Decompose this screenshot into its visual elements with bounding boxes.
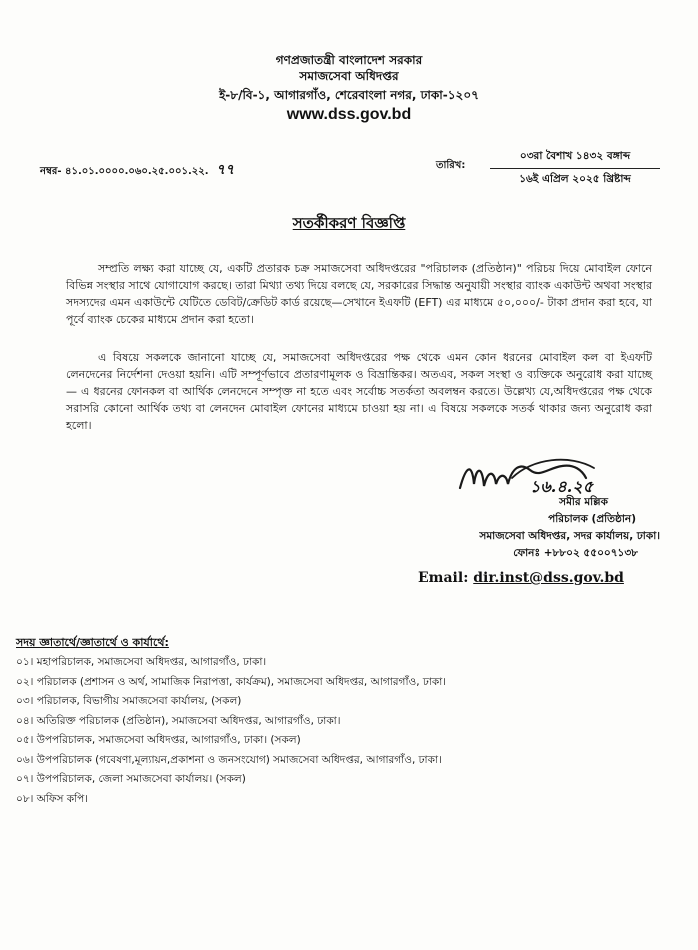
header-address: ই-৮/বি-১, আগারগাঁও, শেরেবাংলা নগর, ঢাকা-১২০৭ [219, 88, 479, 102]
date-label: তারিখ: [436, 160, 466, 171]
paragraph-1: সম্প্রতি লক্ষ্য করা যাচ্ছে যে, একটি প্রতারক চক্র সমাজসেবা অধিদপ্তরের "পরিচালক (প্রতিষ্ঠান)" পরিচয় দিয়ে মোবাইল ফোনে বিভিন্ন সংস্থার সাথে যোগাযোগ করছে। তারা মিথ্যা তথ্য দিয়ে বলছে যে, সরকারের সিদ্ধান্ত অনুযায়ী সংস্থার ব্যাংক একাউন্ট অথবা সংস্থার সদস্যদের এমন একাউন্টে যেটিতে ডেবিট/ক্রেডিট কার্ড রয়েছে—সেখানে ইএফটি (EFT) এর মাধ্যমে ৫০,০০০/- টাকা প্রদান করা হবে, যা পূর্বে ব্যাংক চেকের মাধ্যমে প্রদান করা হতো। [66, 262, 652, 326]
notice-title: সতর্কীকরণ বিজ্ঞপ্তি [292, 214, 406, 232]
list-item: ০৬। উপপরিচালক (গবেষণা,মূল্যায়ন,প্রকাশনা ও জনসংযোগ) সমাজসেবা অধিদপ্তর, আগারগাঁও, ঢাকা। [16, 753, 442, 766]
reference-handwritten-suffix: ৭৭ [216, 162, 235, 178]
list-item: ০৮। অফিস কপি। [16, 792, 89, 805]
date-english: ১৬ই এপ্রিল ২০২৫ খ্রিষ্টাব্দ [519, 173, 631, 185]
date-box [490, 146, 660, 191]
signatory-phone: ফোনঃ +৮৮০২ ৫৫০০৭১৩৮ [513, 547, 638, 559]
signatory-office: সমাজসেবা অধিদপ্তর, সদর কার্যালয়, ঢাকা। [479, 530, 660, 542]
signatory-name: সমীর মল্লিক [559, 496, 608, 508]
list-item: ০১। মহাপরিচালক, সমাজসেবা অধিদপ্তর, আগারগাঁও, ঢাকা। [16, 656, 267, 668]
header-department: সমাজসেবা অধিদপ্তর [299, 69, 399, 83]
header-government: গণপ্রজাতন্ত্রী বাংলাদেশ সরকার [275, 53, 423, 67]
signatory-email [418, 570, 624, 586]
distribution-title: সদয় জ্ঞাতার্থে/জ্ঞাতার্থে ও কার্যার্থে: [16, 636, 169, 649]
reference-number [40, 158, 234, 182]
reference-number-text: নম্বর- ৪১.০১.০০০০.০৬০.২৫.০০১.২২. [40, 166, 209, 177]
signature-block [410, 494, 660, 562]
date-bangla: ০৩রা বৈশাখ ১৪৩২ বঙ্গাব্দ [490, 146, 660, 169]
list-item: ০৩। পরিচালক, বিভাগীয় সমাজসেবা কার্যালয়, (সকল) [16, 695, 242, 707]
list-item: ০৫। উপপরিচালক, সমাজসেবা অধিদপ্তর, আগারগাঁও, ঢাকা। (সকল) [16, 734, 301, 746]
header-website: www.dss.gov.bd [286, 106, 412, 123]
distribution-list [16, 653, 676, 809]
list-item: ০৭। উপপরিচালক, জেলা সমাজসেবা কার্যালয়। (সকল) [16, 773, 246, 785]
email-address[interactable]: dir.inst@dss.gov.bd [473, 570, 624, 586]
email-label: Email: [418, 570, 469, 586]
signature-handwritten-date: ১৬.৪.২৫ [530, 477, 594, 496]
paragraph-2: এ বিষয়ে সকলকে জানানো যাচ্ছে যে, সমাজসেবা অধিদপ্তরের পক্ষ থেকে এমন কোন ধরনের মোবাইল কল বা ইএফটি লেনদেনের নির্দেশনা দেওয়া হয়নি। এটি সম্পূর্ণভাবে প্রতারণামূলক ও বিভ্রান্তিকর। অতএব, সকল সংস্থা ও ব্যক্তিকে অনুরোধ করা যাচ্ছে— এ ধরনের ফোনকল বা আর্থিক লেনদেনে সম্পৃক্ত না হতে এবং সর্বোচ্চ সতর্কতা অবলম্বন করতে। উল্লেখ্য যে,অধিদপ্তরের পক্ষ থেকে সরাসরি কোনো আর্থিক তথ্য বা লেনদেন মোবাইল ফোনের মাধ্যমে চাওয়া হয় না। এ বিষয়ে সকলকে সতর্ক থাকার জন্য অনুরোধ করা হলো। [66, 351, 652, 432]
list-item: ০২। পরিচালক (প্রশাসন ও অর্থ, সামাজিক নিরাপত্তা, কার্যক্রম), সমাজসেবা অধিদপ্তর, আগারগাঁও, ঢাকা। [16, 675, 447, 688]
list-item: ০৪। অতিরিক্ত পরিচালক (প্রতিষ্ঠান), সমাজসেবা অধিদপ্তর, আগারগাঁও, ঢাকা। [16, 714, 341, 727]
signatory-designation: পরিচালক (প্রতিষ্ঠান) [548, 513, 636, 525]
